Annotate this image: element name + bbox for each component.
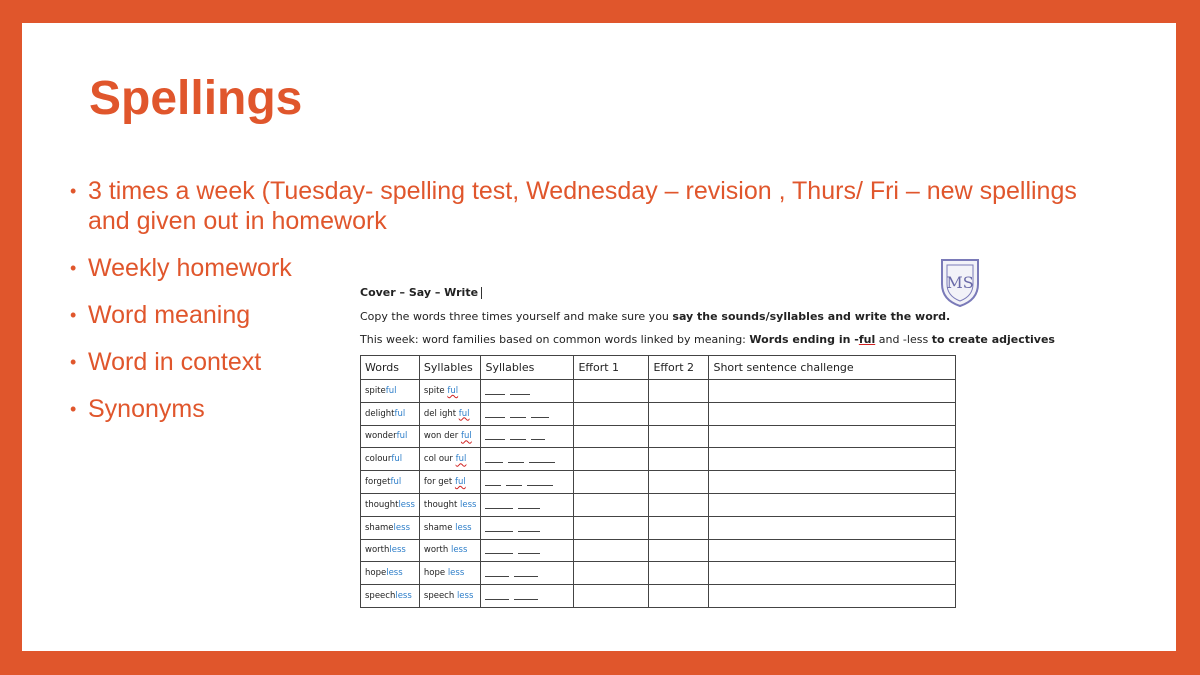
table-row	[361, 585, 956, 608]
syllables-cell	[419, 425, 481, 448]
sentence-cell	[709, 562, 956, 585]
word-stem: thought	[365, 499, 399, 510]
syllable-stem: worth	[423, 545, 451, 556]
sentence-cell	[709, 539, 956, 562]
slide	[22, 23, 1176, 651]
worksheet-title	[360, 286, 482, 299]
effort-2-cell	[649, 539, 709, 562]
syllable-stem: del ight	[423, 408, 459, 419]
column-header: Syllables	[419, 356, 481, 380]
blank-line	[485, 545, 513, 554]
syllable-stem: speech	[423, 591, 457, 602]
column-header: Effort 1	[574, 356, 649, 380]
effort-2-cell	[649, 380, 709, 403]
effort-1-cell	[574, 380, 649, 403]
syllable-suffix: less	[460, 499, 477, 510]
blank-line	[510, 409, 526, 418]
table-row	[361, 516, 956, 539]
blank-line	[506, 477, 522, 486]
worksheet-image	[358, 256, 1055, 602]
syllable-blanks-cell	[481, 425, 574, 448]
table-row	[361, 562, 956, 585]
word-suffix: less	[393, 522, 410, 533]
sentence-cell	[709, 516, 956, 539]
syllable-blanks-cell	[481, 448, 574, 471]
word-stem: wonder	[365, 431, 397, 442]
blank-line	[514, 591, 538, 600]
syllable-suffix: ful	[454, 477, 466, 488]
word-cell	[361, 585, 420, 608]
column-header: Short sentence challenge	[709, 356, 956, 380]
blank-line	[485, 477, 501, 486]
syllables-cell	[419, 448, 481, 471]
effort-1-cell	[574, 448, 649, 471]
syllable-suffix: less	[456, 591, 474, 602]
worksheet-instruction-2	[360, 333, 1055, 346]
word-suffix: ful	[394, 408, 406, 419]
table-row	[361, 471, 956, 494]
blank-line	[531, 431, 545, 440]
syllable-blanks-cell	[481, 585, 574, 608]
syllable-blanks-cell	[481, 380, 574, 403]
syllables-cell	[419, 402, 481, 425]
word-cell	[361, 562, 420, 585]
worksheet-instruction-1	[360, 310, 950, 323]
sentence-cell	[709, 380, 956, 403]
effort-1-cell	[574, 585, 649, 608]
syllable-stem: hope	[423, 568, 448, 579]
blank-line	[485, 500, 513, 509]
syllable-suffix: ful	[447, 385, 459, 396]
word-cell	[361, 448, 420, 471]
word-suffix: ful	[396, 431, 408, 442]
word-stem: colour	[365, 454, 392, 465]
sentence-cell	[709, 493, 956, 516]
syllable-blanks-cell	[481, 402, 574, 425]
blank-line	[485, 431, 505, 440]
word-suffix: ful	[385, 385, 397, 396]
blank-line	[518, 500, 540, 509]
syllables-cell	[419, 493, 481, 516]
syllables-cell	[419, 539, 481, 562]
blank-line	[508, 454, 524, 463]
effort-1-cell	[574, 516, 649, 539]
effort-1-cell	[574, 471, 649, 494]
syllable-suffix: ful	[458, 408, 470, 419]
word-suffix: ful	[390, 477, 402, 488]
effort-2-cell	[649, 448, 709, 471]
spelling-table	[360, 355, 956, 608]
bullet-item: • Synonyms	[70, 394, 1130, 424]
blank-line	[518, 523, 540, 532]
syllable-stem: won der	[423, 431, 461, 442]
instruction-1-bold: say the sounds/syllables and write the word.	[672, 310, 951, 323]
syllable-blanks-cell	[481, 516, 574, 539]
blank-line	[531, 409, 549, 418]
word-cell	[361, 539, 420, 562]
worksheet-title-text: Cover – Say – Write	[360, 286, 479, 299]
instruction-2-ful: ful	[858, 333, 876, 346]
syllable-suffix: ful	[455, 454, 467, 465]
effort-2-cell	[649, 585, 709, 608]
school-crest-icon	[938, 256, 982, 308]
syllable-suffix: less	[447, 568, 465, 579]
blank-line	[510, 431, 526, 440]
sentence-cell	[709, 448, 956, 471]
word-cell	[361, 516, 420, 539]
blank-line	[485, 386, 505, 395]
word-stem: forget	[365, 477, 391, 488]
sentence-cell	[709, 402, 956, 425]
syllable-stem: for get	[423, 477, 455, 488]
syllables-cell	[419, 380, 481, 403]
instruction-2-bold-b: to create adjectives	[931, 333, 1055, 346]
bullet-item: • Weekly homework	[70, 253, 1130, 283]
effort-2-cell	[649, 402, 709, 425]
blank-line	[510, 386, 530, 395]
word-stem: hope	[365, 568, 387, 579]
syllable-blanks-cell	[481, 471, 574, 494]
blank-line	[529, 454, 555, 463]
syllable-stem: col our	[423, 454, 456, 465]
slide-title: Spellings	[89, 72, 303, 125]
syllables-cell	[419, 562, 481, 585]
blank-line	[514, 568, 538, 577]
blank-line	[485, 409, 505, 418]
bullet-item: • 3 times a week (Tuesday- spelling test, Wednesday – revision , Thurs/ Fri – new spellings and given out in homework	[70, 176, 1108, 236]
sentence-cell	[709, 585, 956, 608]
word-suffix: ful	[391, 454, 403, 465]
syllable-suffix: ful	[460, 431, 472, 442]
word-stem: speech	[365, 591, 396, 602]
effort-1-cell	[574, 539, 649, 562]
instruction-2-and: and -less	[878, 333, 929, 346]
table-row	[361, 402, 956, 425]
word-cell	[361, 380, 420, 403]
effort-1-cell	[574, 493, 649, 516]
word-stem: worth	[365, 545, 390, 556]
syllables-cell	[419, 585, 481, 608]
table-body	[361, 380, 956, 608]
bullet-item: • Word in context	[70, 347, 1130, 377]
effort-2-cell	[649, 516, 709, 539]
text-cursor	[481, 287, 482, 299]
syllable-suffix: less	[450, 545, 468, 556]
bullet-item: • Word meaning	[70, 300, 1130, 330]
word-stem: spite	[365, 385, 386, 396]
word-stem: delight	[365, 408, 395, 419]
effort-2-cell	[649, 493, 709, 516]
word-cell	[361, 425, 420, 448]
syllable-suffix: less	[455, 522, 472, 533]
syllable-blanks-cell	[481, 539, 574, 562]
column-header: Words	[361, 356, 420, 380]
syllable-stem: thought	[423, 499, 461, 510]
effort-1-cell	[574, 562, 649, 585]
effort-2-cell	[649, 562, 709, 585]
word-cell	[361, 493, 420, 516]
table-row	[361, 448, 956, 471]
table-row	[361, 380, 956, 403]
blank-line	[485, 591, 509, 600]
word-suffix: less	[386, 568, 403, 579]
syllable-stem: spite	[423, 385, 448, 396]
effort-2-cell	[649, 471, 709, 494]
word-suffix: less	[389, 545, 406, 556]
table-header-row	[361, 356, 956, 380]
word-suffix: less	[395, 591, 412, 602]
instruction-2-text: This week: word families based on common words linked by meaning:	[360, 333, 746, 346]
syllables-cell	[419, 516, 481, 539]
table-row	[361, 493, 956, 516]
instruction-1-text: Copy the words three times yourself and make sure you	[360, 310, 669, 323]
word-cell	[361, 471, 420, 494]
blank-line	[485, 454, 503, 463]
blank-line	[527, 477, 553, 486]
sentence-cell	[709, 471, 956, 494]
syllable-blanks-cell	[481, 493, 574, 516]
syllables-cell	[419, 471, 481, 494]
svg-text:MS: MS	[946, 273, 974, 292]
table-row	[361, 539, 956, 562]
table-row	[361, 425, 956, 448]
sentence-cell	[709, 425, 956, 448]
effort-1-cell	[574, 425, 649, 448]
blank-line	[518, 545, 540, 554]
syllable-blanks-cell	[481, 562, 574, 585]
instruction-2-bold-a: Words ending in -	[749, 333, 859, 346]
blank-line	[485, 568, 509, 577]
effort-1-cell	[574, 402, 649, 425]
blank-line	[485, 523, 513, 532]
column-header: Effort 2	[649, 356, 709, 380]
syllable-stem: shame	[423, 522, 456, 533]
word-cell	[361, 402, 420, 425]
column-header: Syllables	[481, 356, 574, 380]
word-stem: shame	[365, 522, 394, 533]
word-suffix: less	[398, 499, 415, 510]
effort-2-cell	[649, 425, 709, 448]
